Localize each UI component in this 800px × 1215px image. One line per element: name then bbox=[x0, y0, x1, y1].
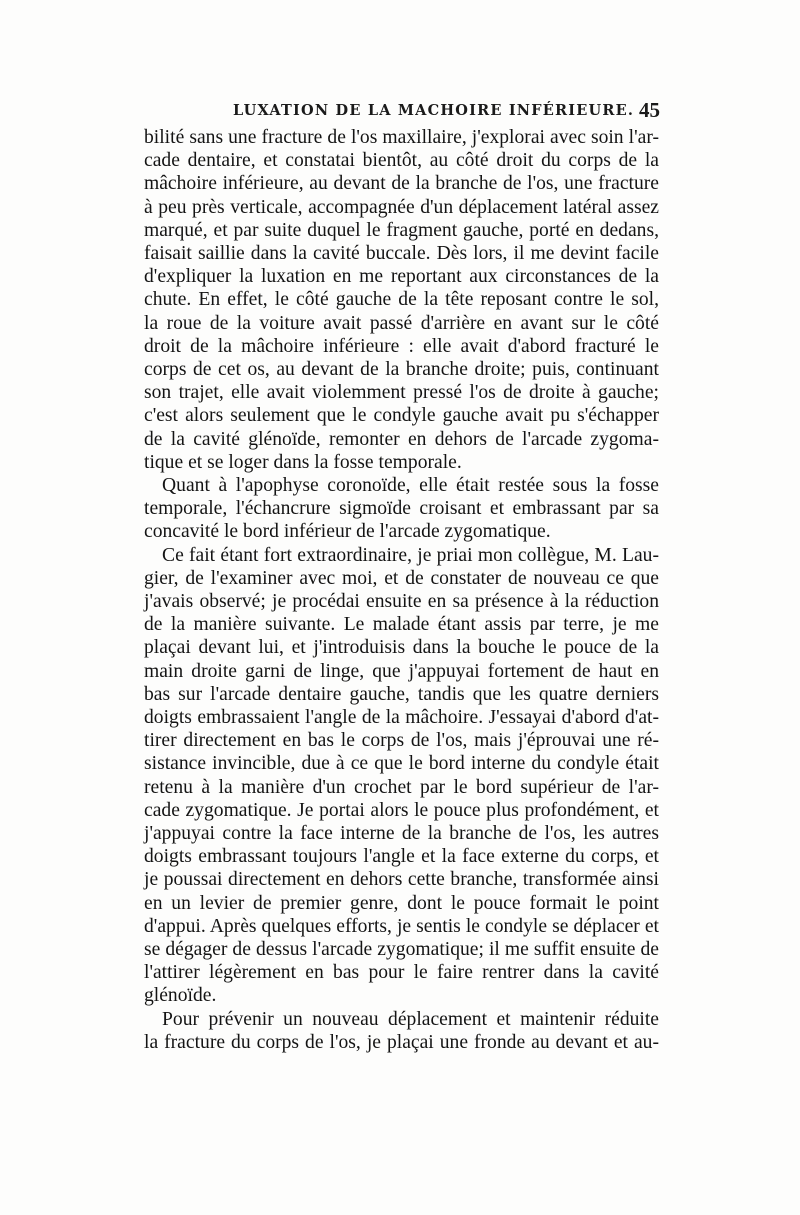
text-line: retenu à la manière d'un crochet par le bord supérieur de l'ar- bbox=[144, 776, 659, 798]
text-line: droit de la mâchoire inférieure : elle avait d'abord fracturé le bbox=[144, 335, 659, 357]
text-line: plaçai devant lui, et j'introduisis dans la bouche le pouce de la bbox=[144, 637, 659, 659]
text-line: cade zygomatique. Je portai alors le pouce plus profondément, et bbox=[144, 799, 659, 821]
text-line: je poussai directement en dehors cette branche, transformée ainsi bbox=[144, 869, 659, 891]
text-line: doigts embrassaient l'angle de la mâchoire. J'essayai d'abord d'at- bbox=[144, 707, 659, 728]
text-line: faisait saillie dans la cavité buccale. Dès lors, il me devint facile bbox=[144, 243, 659, 264]
text-line: bas sur l'arcade dentaire gauche, tandis que les quatre derniers bbox=[144, 683, 659, 705]
text-line: temporale, l'échancrure sigmoïde croisant et embrassant par sa bbox=[144, 498, 659, 520]
text-line: j'avais observé; je procédai ensuite en sa présence à la réduction bbox=[144, 591, 659, 612]
text-line: d'appui. Après quelques efforts, je sentis le condyle se déplacer et bbox=[144, 915, 659, 937]
text-line: marqué, et par suite duquel le fragment gauche, porté en dedans, bbox=[144, 219, 659, 241]
text-line: c'est alors seulement que le condyle gauche avait pu s'échapper bbox=[144, 405, 659, 427]
text-line: cade dentaire, et constatai bientôt, au côté droit du corps de la bbox=[144, 150, 659, 172]
body-text bbox=[144, 126, 659, 1053]
text-line: glénoïde. bbox=[144, 985, 217, 1007]
text-line: main droite garni de linge, que j'appuyai fortement de haut en bbox=[144, 660, 659, 682]
text-line: de la manière suivante. Le malade étant assis par terre, je me bbox=[144, 614, 659, 636]
text-line: la fracture du corps de l'os, je plaçai une fronde au devant et au- bbox=[144, 1031, 659, 1053]
page-number: 45 bbox=[639, 98, 660, 122]
text-line: d'expliquer la luxation en me reportant aux circonstances de la bbox=[144, 266, 659, 288]
text-line: l'attirer légèrement en bas pour le faire rentrer dans la cavité bbox=[144, 962, 659, 984]
text-line: la roue de la voiture avait passé d'arrière en avant sur le côté bbox=[144, 312, 659, 334]
text-line: de la cavité glénoïde, remonter en dehors de l'arcade zygoma- bbox=[144, 428, 659, 450]
text-line: tique et se loger dans la fosse temporale. bbox=[144, 451, 462, 473]
text-line: gier, de l'examiner avec moi, et de constater de nouveau ce que bbox=[144, 567, 659, 589]
text-line: corps de cet os, au devant de la branche droite; puis, continuant bbox=[144, 359, 659, 380]
text-line: j'appuyai contre la face interne de la branche de l'os, les autres bbox=[144, 823, 659, 844]
text-line: concavité le bord inférieur de l'arcade zygomatique. bbox=[144, 521, 551, 543]
text-line: tirer directement en bas le corps de l'os, mais j'éprouvai une ré- bbox=[144, 730, 659, 752]
text-line: en un levier de premier genre, dont le pouce formait le point bbox=[144, 892, 659, 914]
text-line: se dégager de dessus l'arcade zygomatique; il me suffit ensuite de bbox=[144, 939, 659, 960]
text-line: sistance invincible, due à ce que le bord interne du condyle était bbox=[144, 753, 659, 775]
text-line: mâchoire inférieure, au devant de la branche de l'os, une fracture bbox=[144, 173, 659, 195]
paragraph-first-line: Quant à l'apophyse coronoïde, elle était restée sous la fosse bbox=[162, 475, 659, 496]
paragraph-first-line: Ce fait étant fort extraordinaire, je priai mon collègue, M. Lau- bbox=[162, 544, 659, 566]
text-line: chute. En effet, le côté gauche de la tête reposant contre le sol, bbox=[144, 289, 659, 311]
text-line: à peu près verticale, accompagnée d'un déplacement latéral assez bbox=[144, 196, 659, 218]
page-header bbox=[145, 100, 660, 126]
text-line: doigts embrassant toujours l'angle et la face externe du corps, et bbox=[144, 846, 659, 868]
paragraph-first-line: Pour prévenir un nouveau déplacement et maintenir réduite bbox=[162, 1008, 659, 1030]
text-line: son trajet, elle avait violemment pressé l'os de droite à gauche; bbox=[144, 382, 659, 404]
running-title: LUXATION DE LA MACHOIRE INFÉRIEURE. bbox=[233, 102, 635, 119]
text-line: bilité sans une fracture de l'os maxillaire, j'explorai avec soin l'ar- bbox=[144, 127, 659, 148]
